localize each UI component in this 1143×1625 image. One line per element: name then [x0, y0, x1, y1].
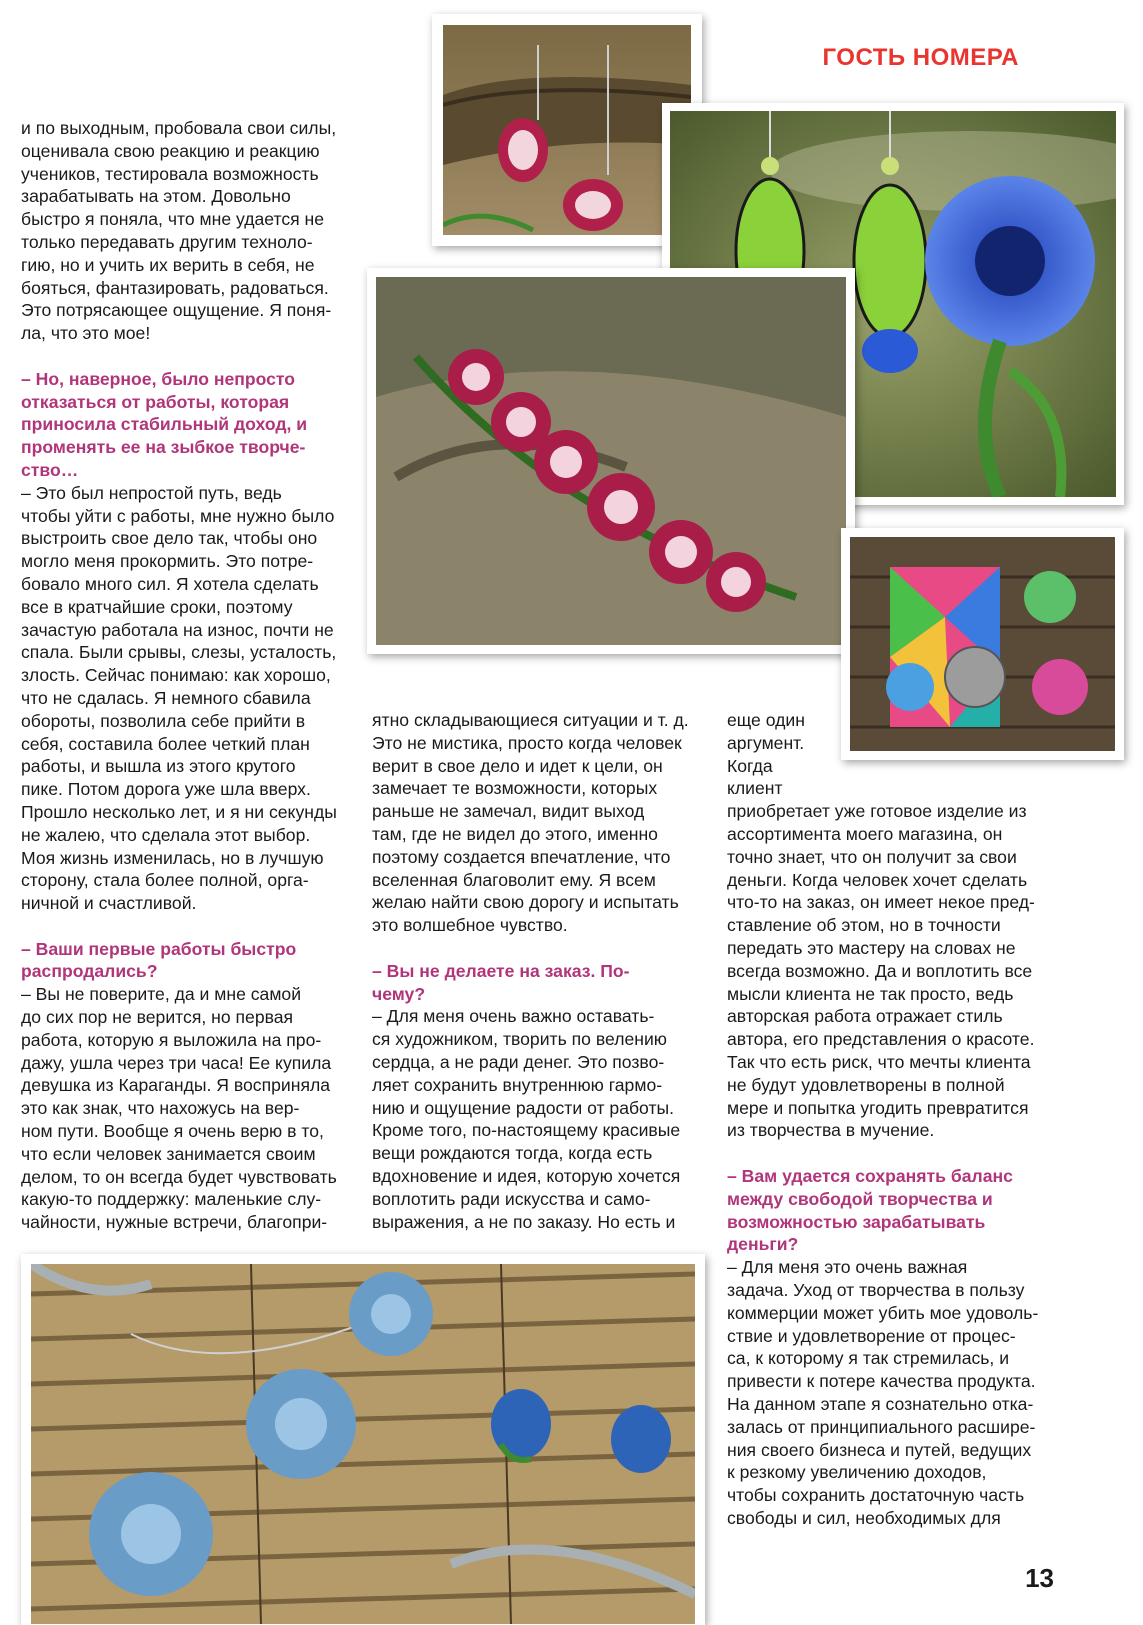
- paragraph: и по выходным, пробовала свои силы, оценивала свою реакцию и реакцию учеников, тестировала возможность зарабатывать на этом. Довольно быстро я поняла, что мне удается не только передавать другим техноло- гию, но и учить их верить в себя, не бояться, фантазировать, радоваться. Это потрясающее ощущение. Я поня- ла, что это мое!: [21, 118, 337, 344]
- column-2: [372, 709, 702, 1233]
- column-3: [727, 709, 1057, 1530]
- paragraph: – Для меня очень важно оставать- ся художником, творить по велению сердца, а не ради денег. Это позво- ляет сохранить внутреннюю гармо- нию и ощущение радости от работы. Кроме того, по-настоящему красивые вещи рождаются тогда, когда есть вдохновение и идея, которую хочется воплотить ради искусства и само- выражения, а не по заказу. Но есть и: [372, 1006, 681, 1232]
- page-number: 13: [1025, 1563, 1054, 1593]
- paragraph: – Это был непростой путь, ведь чтобы уйти с работы, мне нужно было выстроить свое дело так, чтобы оно могло меня прокормить. Это потре- бовало много сил. Я хотела сделать все в кратчайшие сроки, поэтому зачастую работала на износ, почти не спала. Были срывы, слезы, усталость, злость. Сейчас понимаю: как хорошо, что не сдалась. Я немного сбавила обороты, позволила себе прийти в себя, составила более четкий план работы, и вышла из этого крутого пике. Потом дорога уже шла вверх. Прошло несколько лет, и я ни секунды не жалею, что сделала этот выбор. Моя жизнь изменилась, но в лучшую сторону, стала более полной, орга- ничной и счастливой.: [21, 482, 337, 914]
- interview-question: – Но, наверное, было непросто отказаться от работы, которая приносила стабильный доход, и променять ее на зыбкое творче- ство…: [21, 368, 308, 480]
- pink-earrings-image: [443, 25, 691, 235]
- paragraph: – Вы не поверите, да и мне самой до сих пор не верится, но первая работа, которую я выложила на про- дажу, ушла через три часа! Ее купила девушка из Караганды. Я восприняла это как знак, что нахожусь на вер- ном пути. Вообще я очень верю в то, что если человек занимается своим делом, то он всегда будет чувствовать какую-то поддержку: маленькие слу- чайности, нужные встречи, благопри-: [21, 984, 337, 1233]
- blue-roses-image: [31, 1264, 695, 1624]
- interview-question: – Вы не делаете на заказ. По- чему?: [372, 960, 630, 1004]
- pink-necklace-image: [376, 277, 846, 645]
- interview-question: – Вам удается сохранять баланс между свободой творчества и возможностью зарабатывать деньги?: [727, 1165, 1013, 1255]
- section-title: ГОСТЬ НОМЕРА: [822, 44, 1019, 71]
- paragraph: ятно складывающиеся ситуации и т. д. Это не мистика, просто когда человек верит в свое дело и идет к цели, он замечает те возможности, которых раньше не замечал, видит выход там, где не видел до этого, именно поэтому создается впечатление, что вселенная благоволит ему. Я всем желаю найти свою дорогу и испытать это волшебное чувство.: [372, 710, 689, 936]
- paragraph: приобретает уже готовое изделие из ассортимента моего магазина, он точно знает, что он получит за свои деньги. Когда человек хочет сделать что-то на заказ, он имеет некое пред- ставление об этом, но в точности передать это мастеру на словах не всегда возможно. Да и воплотить все мысли клиента не так просто, ведь авторская работа отражает стиль автора, его представления о красоте. Так что есть риск, что мечты клиента не будут удовлетворены в полной мере и попытка угодить превратится из творчества в мучение.: [727, 801, 1035, 1141]
- column-1: [21, 117, 351, 1234]
- paragraph-wrap-start: еще один аргумент. Когда клиент: [727, 710, 805, 799]
- interview-question: – Ваши первые работы быстро распродались?: [21, 938, 297, 982]
- paragraph: – Для меня это очень важная задача. Уход от творчества в пользу коммерции может убить мое удоволь- ствие и удовлетворение от процес- са, к которому я так стремилась, и привести к потере качества продукта. На данном этапе я сознательно отка- залась от принципиального расшире- ния своего бизнеса и путей, ведущих к резкому увеличению доходов, чтобы сохранить достаточную часть свободы и сил, необходимых для: [727, 1257, 1039, 1528]
- photo-blue-roses: [21, 1254, 705, 1625]
- photo-pink-necklace: [367, 268, 855, 654]
